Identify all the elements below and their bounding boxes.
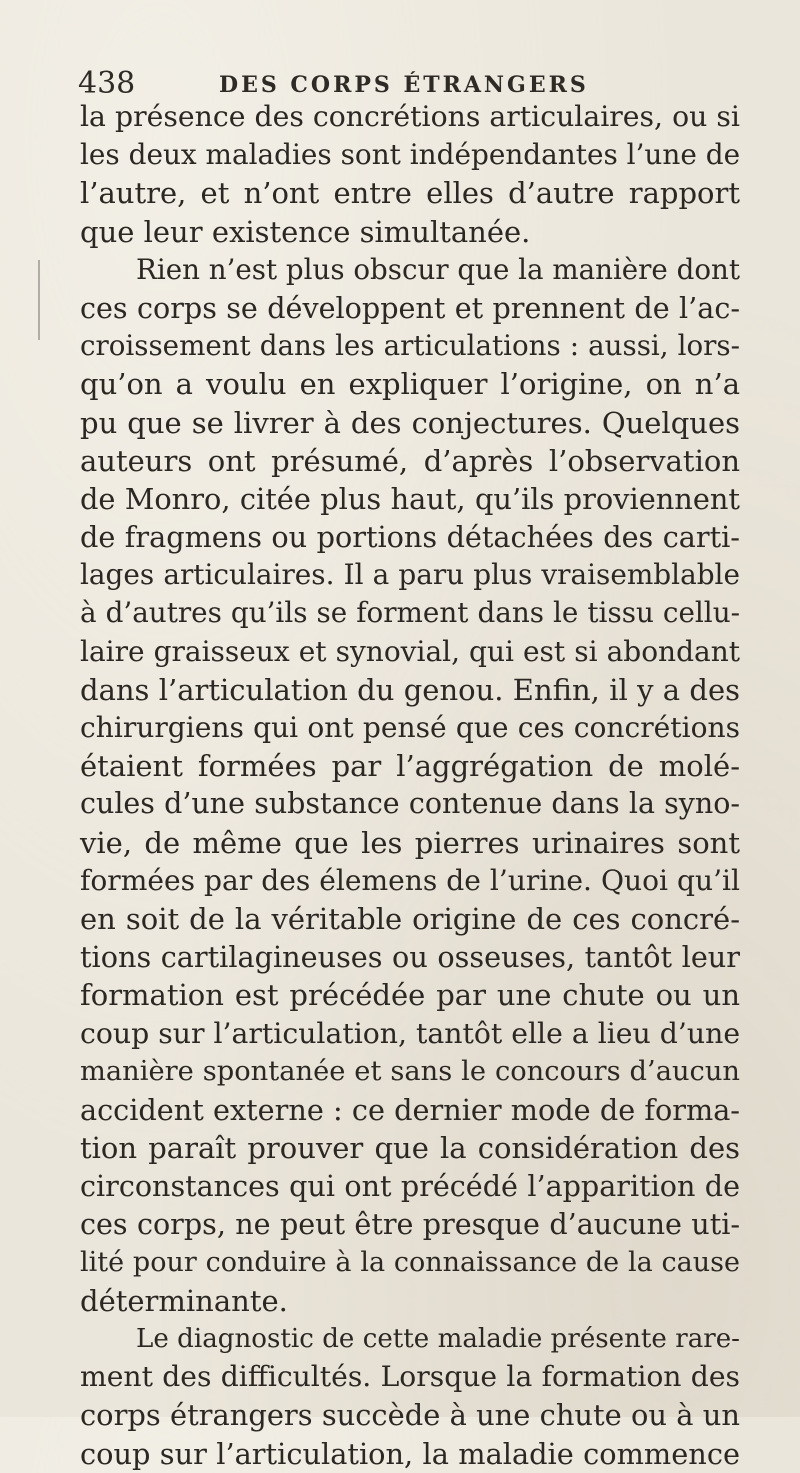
text-line: tions cartilagineuses ou osseuses, tantôt leur	[80, 940, 740, 975]
paragraph-start-line: Le diagnostic de cette maladie présente rare-	[136, 1324, 740, 1354]
text-line: tion paraît prouver que la considération des	[80, 1131, 740, 1166]
paragraph-start-line: Rien n’est plus obscur que la manière dont	[136, 252, 740, 286]
paragraph-end-line: déterminante.	[80, 1283, 288, 1318]
text-line: l’autre, et n’ont entre elles d’autre rapport	[80, 176, 740, 211]
text-line: les deux maladies sont indépendantes l’une de	[80, 138, 741, 172]
text-line: qu’on a voulu en expliquer l’origine, on n’a	[80, 367, 740, 402]
text-line: laire graisseux et synovial, qui est si abondant	[80, 634, 740, 668]
text-line: coup sur l’articulation, la maladie commence	[80, 1436, 740, 1471]
running-head	[74, 62, 734, 102]
text-line: ces corps, ne peut être presque d’aucune uti-	[80, 1207, 740, 1242]
body-text	[80, 98, 740, 1473]
text-line: auteurs ont présumé, d’après l’observation	[80, 443, 740, 478]
text-line: corps étrangers succède à une chute ou à un	[80, 1398, 740, 1433]
text-line: coup sur l’articulation, tantôt elle a lieu d’une	[80, 1016, 741, 1050]
text-line: accident externe : ce dernier mode de forma-	[80, 1092, 740, 1127]
paragraph-end-line: que leur existence simultanée.	[80, 214, 531, 249]
text-line: manière spontanée et sans le concours d’aucun	[80, 1055, 740, 1087]
text-line: la présence des concrétions articulaires, ou si	[80, 100, 740, 133]
text-line: pu que se livrer à des conjectures. Quelques	[80, 405, 740, 440]
text-line: dans l’articulation du genou. Enfin, il y a des	[80, 672, 740, 707]
text-line: croissement dans les articulations : aussi, lors-	[80, 329, 740, 363]
running-title: DES CORPS ÉTRANGERS	[219, 72, 589, 98]
text-line: formées par des élemens de l’urine. Quoi qu’il	[80, 863, 740, 897]
text-line: lité pour conduire à la connaissance de la cause	[80, 1246, 740, 1278]
page-number: 438	[78, 66, 136, 101]
text-line: vie, de même que les pierres urinaires sont	[80, 825, 740, 860]
text-line: ces corps se développent et prennent de l’ac-	[80, 290, 740, 325]
text-line: cules d’une substance contenue dans la syno-	[80, 787, 740, 821]
text-line: de Monro, citée plus haut, qu’ils proviennent	[80, 481, 740, 516]
text-line: ment des difficultés. Lorsque la formation des	[80, 1360, 740, 1394]
text-line: circonstances qui ont précédé l’apparition de	[80, 1169, 740, 1204]
text-line: formation est précédée par une chute ou un	[80, 978, 740, 1013]
text-line: étaient formées par l’aggrégation de molé-	[80, 749, 740, 784]
text-line: de fragmens ou portions détachées des carti-	[80, 520, 740, 555]
text-line: en soit de la véritable origine de ces concré-	[80, 901, 740, 936]
text-line: chirurgiens qui ont pensé que ces concrétions	[80, 711, 740, 744]
margin-mark	[38, 260, 40, 340]
text-line: lages articulaires. Il a paru plus vraisemblable	[80, 558, 740, 592]
text-line: à d’autres qu’ils se forment dans le tissu cellu-	[80, 596, 740, 630]
